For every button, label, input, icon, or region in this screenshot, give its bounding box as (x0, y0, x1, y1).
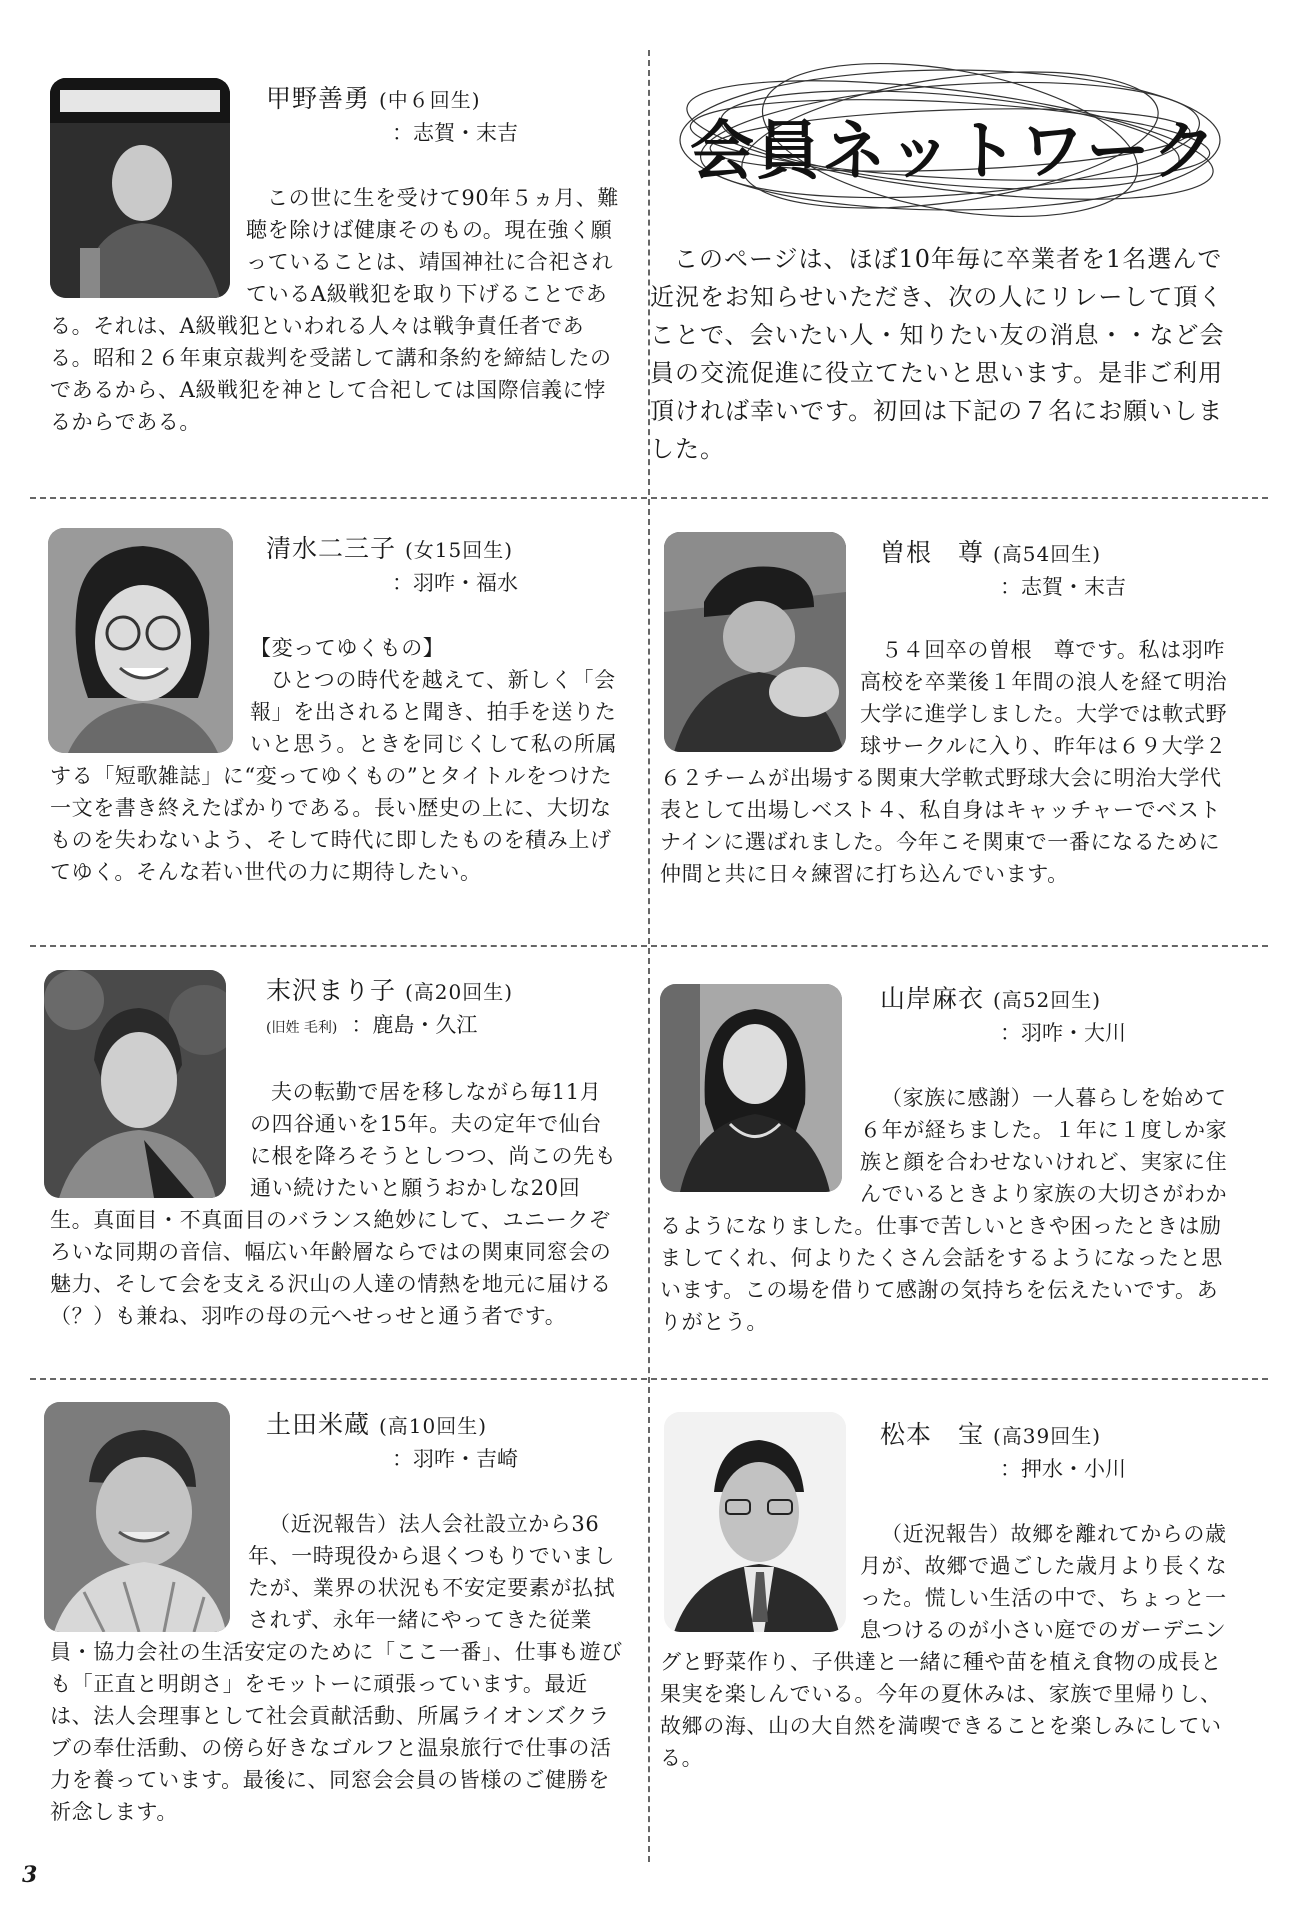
member-name-tsuchida: 土田米蔵 (高10回生) (266, 1410, 488, 1439)
member-name-matsumoto: 松本 宝 (高39回生) (880, 1420, 1102, 1449)
network-title-graphic (670, 60, 1230, 220)
member-oldname-suezawa: (旧姓 毛利) (266, 1020, 338, 1036)
member-location-matsumoto: ：押水・小川 (1000, 1457, 1126, 1481)
member-heading-shimizu: 【変ってゆくもの】 (250, 636, 445, 660)
member-text-yamagishi: （家族に感謝）一人暮らしを始めて６年が経ちました。１年に１度しか家族と顔を合わせないけれど、実家に住んでいるときより家族の大切さがわかるようになりました。仕事で苦しいときや困ったときは励ましてくれ、何よりたくさん会話をするようになったと思います。この場を借りて感謝の気持ちを伝えたいです。ありがとう。 (660, 1086, 1228, 1334)
intro-text: このページは、ほぼ10年毎に卒業者を1名選んで近況をお知らせいただき、次の人にリレーして頂くことで、会いたい人・知りたい友の消息・・など会員の交流促進に役立てたいと思います。是非ご利用頂ければ幸いです。初回は下記の７名にお願いしました。 (650, 245, 1225, 463)
member-text-tsuchida: （近況報告）法人会社設立から36年、一時現役から退くつもりでいましたが、業界の状況も不安定要素が払拭されず、永年一緒にやってきた従業員・協力会社の生活安定のために「ここ一番」、仕事も遊びも「正直と明朗さ」をモットーに頑張っています。最近は、法人会理事として社会貢献活動、所属ライオンズクラブの奉仕活動、の傍ら好きなゴルフと温泉旅行で仕事の活力を養っています。最後に、同窓会会員の皆様のご健勝を祈念します。 (50, 1512, 623, 1824)
member-location-tsuchida: ：羽咋・吉崎 (392, 1447, 518, 1471)
member-name-suezawa: 末沢まり子 (高20回生) (266, 976, 514, 1005)
member-text-sone: ５４回卒の曽根 尊です。私は羽咋高校を卒業後１年間の浪人を経て明治大学に進学しました。大学では軟式野球サークルに入り、昨年は６９大学２６２チームが出場する関東大学軟式野球大会に明治大学代表として出場しベスト４、私自身はキャッチャーでベストナインに選ばれました。今年こそ関東で一番になるために仲間と共に日々練習に打ち込んでいます。 (660, 638, 1228, 886)
page-number: 3 (22, 1862, 38, 1888)
member-location-sone: ：志賀・末吉 (1000, 575, 1126, 599)
member-name-sone: 曽根 尊 (高54回生) (880, 538, 1102, 567)
member-name-yamagishi: 山岸麻衣 (高52回生) (880, 984, 1102, 1013)
member-text-kono: この世に生を受けて90年５ヵ月、難聴を除けば健康そのもの。現在強く願っていることは、靖国神社に合祀されているA級戦犯を取り下げることである。それは、A級戦犯といわれる人々は戦争責任者である。昭和２６年東京裁判を受諾して講和条約を締結したのであるから、A級戦犯を神として合祀しては国際信義に悖るからである。 (50, 186, 619, 434)
member-location-suezawa: (旧姓 毛利) ：鹿島・久江 (266, 1013, 478, 1037)
member-location-kono: ：志賀・末吉 (392, 121, 518, 145)
row-divider-1 (30, 497, 1268, 499)
member-name-shimizu: 清水二三子 (女15回生) (266, 534, 514, 563)
member-text-suezawa: 夫の転勤で居を移しながら毎11月の四谷通いを15年。夫の定年で仙台に根を降ろそうとしつつ、尚この先も通い続けたいと願うおかしな20回生。真面目・不真面目のバランス絶妙にして、ユニークぞろいな同期の音信、幅広い年齢層ならではの関東同窓会の魅力、そして会を支える沢山の人達の情熱を地元に届ける（？）も兼ね、羽咋の母の元へせっせと通う者です。 (50, 1080, 617, 1328)
member-text-shimizu: 【変ってゆくもの】 ひとつの時代を越えて、新しく「会報」を出されると聞き、拍手を送りたいと思う。ときを同じくして私の所属する「短歌雑誌」に“変ってゆくもの”とタイトルをつけた一文を書き終えたばかりである。長い歴史の上に、大切なものを失わないよう、そして時代に即したものを積み上げてゆく。そんな若い世代の力に期待したい。 (50, 632, 620, 888)
page-title: 会員ネットワーク (690, 115, 1218, 189)
member-text-matsumoto: （近況報告）故郷を離れてからの歳月が、故郷で過ごした歳月より長くなった。慌しい生活の中で、ちょっと一息つけるのが小さい庭でのガーデニングと野菜作り、子供達と一緒に種や苗を植え食物の成長と果実を楽しんでいる。今年の夏休みは、家族で里帰りし、故郷の海、山の大自然を満喫できることを楽しみにしている。 (660, 1522, 1228, 1770)
row-divider-2 (30, 945, 1268, 947)
member-name-kono: 甲野善勇 (中６回生) (266, 84, 481, 113)
row-divider-3 (30, 1378, 1268, 1380)
member-location-yamagishi: ：羽咋・大川 (1000, 1021, 1126, 1045)
member-location-shimizu: ：羽咋・福水 (392, 571, 518, 595)
